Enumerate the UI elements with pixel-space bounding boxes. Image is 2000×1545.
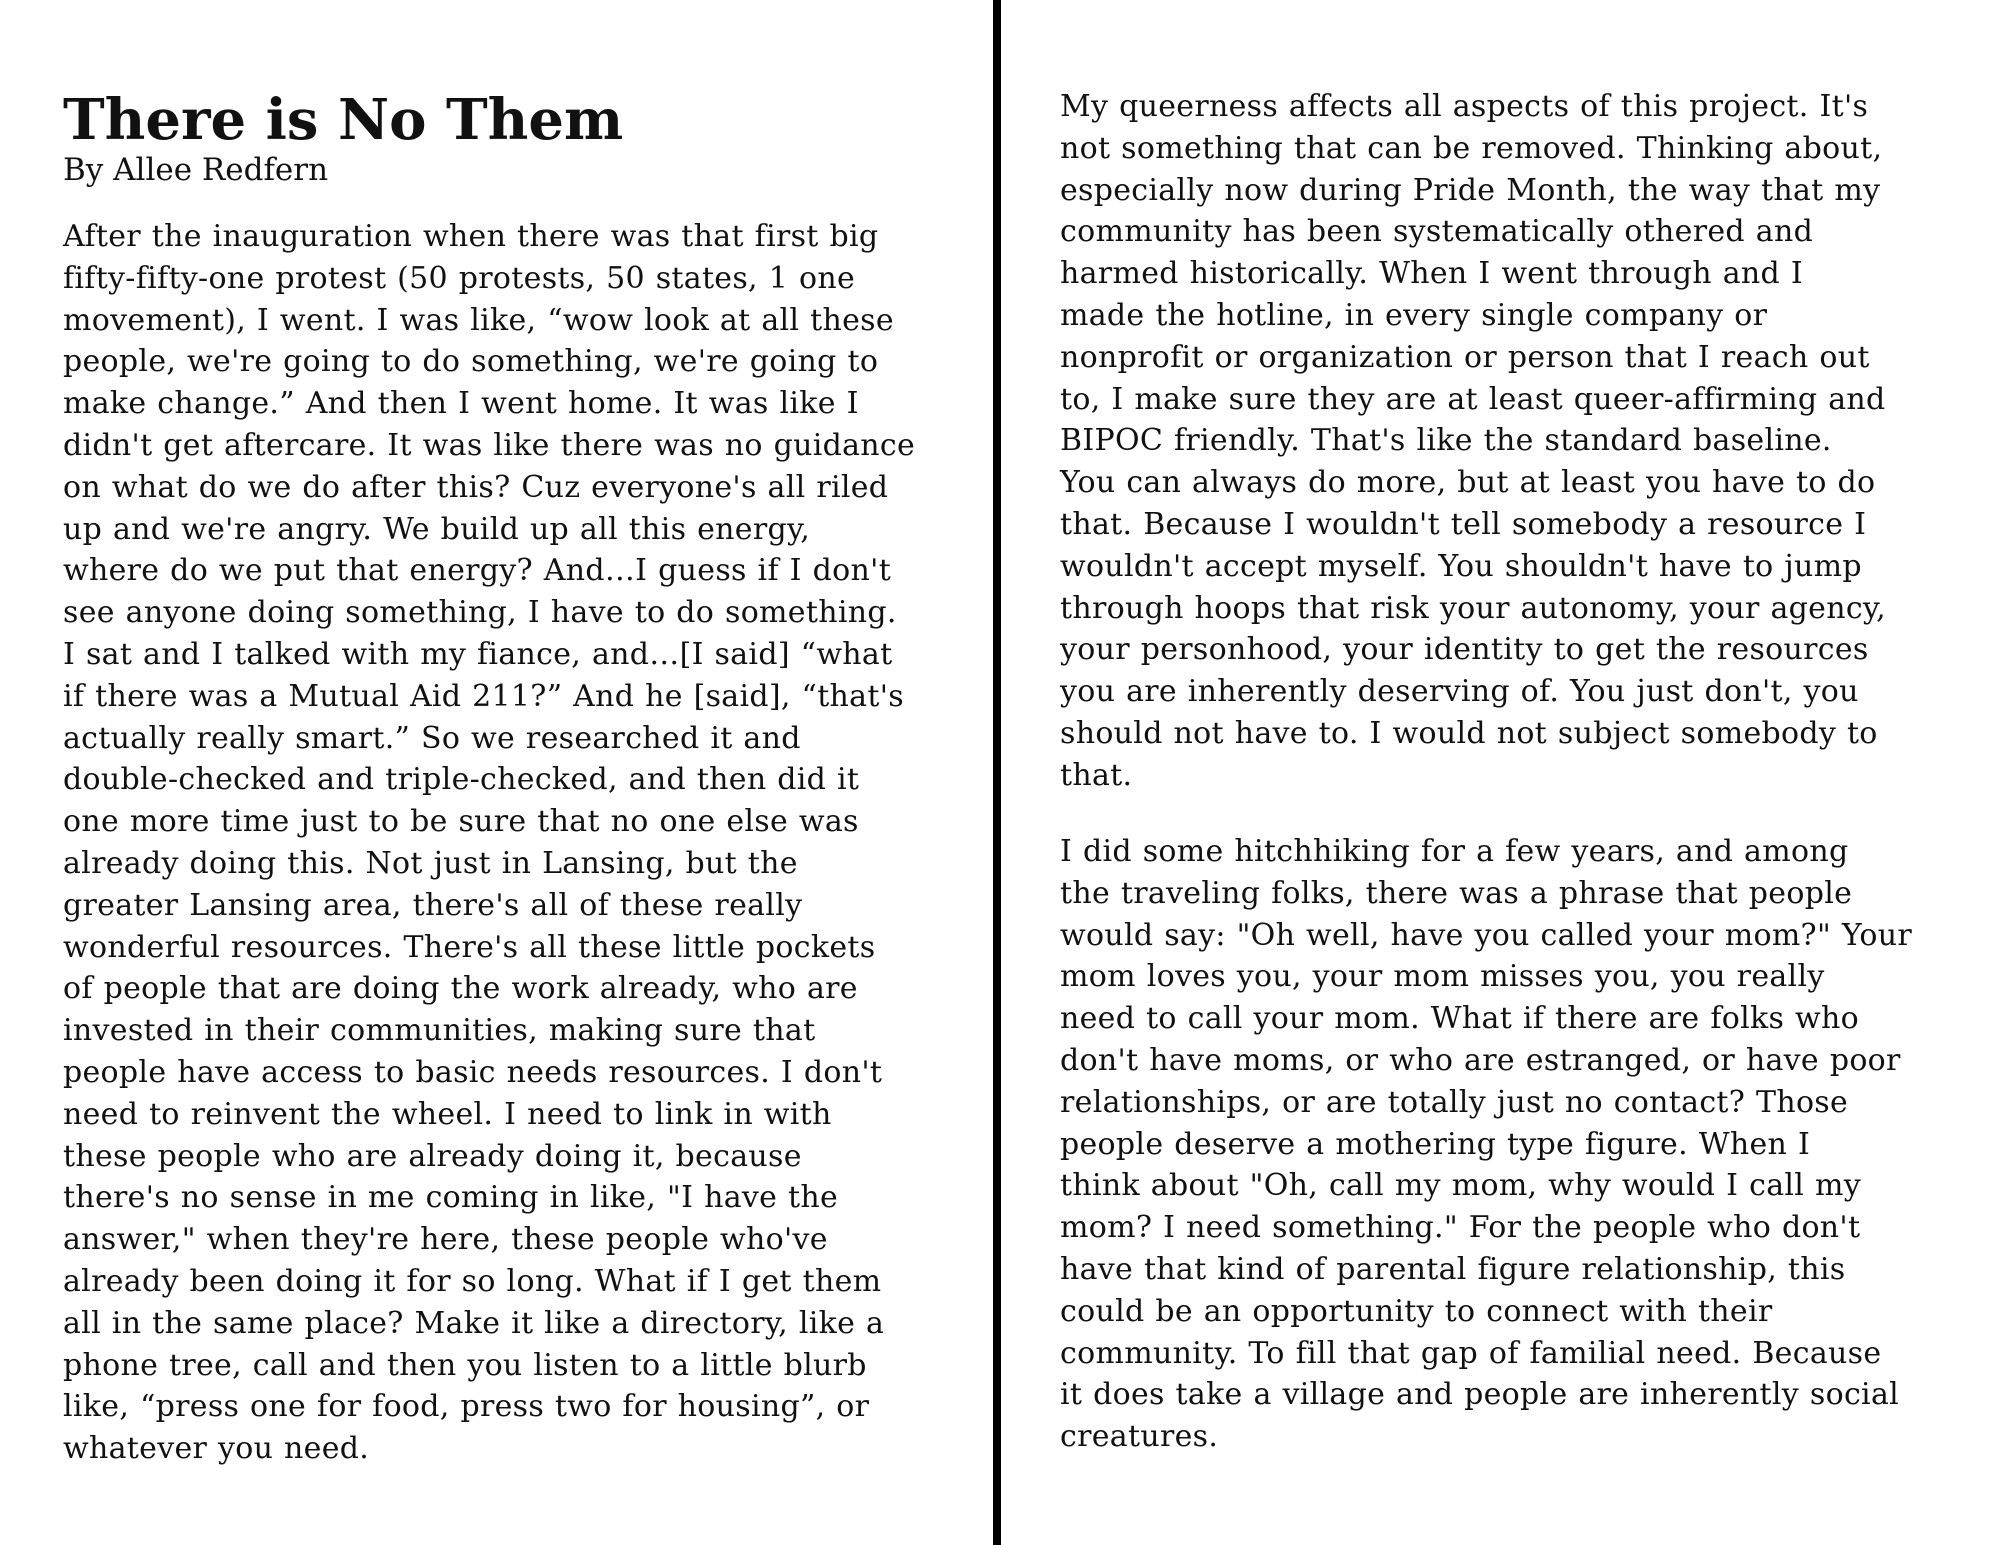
right-paragraph-1: My queerness affects all aspects of this project. It's not something that can be removed. Thinking about, especially now during Pride Month, the way that my community has been systematically othered and harmed historically. When I went through and I made the hotline, in every single company or nonprofit or organization or person that I reach out to, I make sure they are at least queer-affirming and BIPOC friendly. That's like the standard baseline. You can always do more, but at least you have to do that. Because I wouldn't tell somebody a resource I wouldn't accept myself. You shouldn't have to jump through hoops that risk your autonomy, your agency, your personhood, your identity to get the resources you are inherently deserving of. You just don't, you should not have to. I would not subject somebody to that. bbox=[1060, 89, 1887, 793]
right-paragraph-2: I did some hitchhiking for a few years, and among the traveling folks, there was a phrase that people would say: "Oh well, have you called your mom?" Your mom loves you, your mom misses you, you really need to call your mom. What if there are folks who don't have moms, or who are estranged, or have poor relationships, or are totally just no contact? Those people deserve a mothering type figure. When I think about "Oh, call my mom, why would I call my mom? I need something." For the people who don't have that kind of parental figure relationship, this could be an opportunity to connect with their community. To fill that gap of familial need. Because it does take a village and people are inherently social creatures. bbox=[1060, 834, 1913, 1455]
article-byline: By Allee Redfern bbox=[63, 152, 329, 188]
left-body-paragraph: After the inauguration when there was that first big fifty-fifty-one protest (50 protests, 50 states, 1 one movement), I went. I was like, “wow look at all these people, we're going to do something, we're going to make change.” And then I went home. It was like I didn't get aftercare. It was like there was no guidance on what do we do after this? Cuz everyone's all riled up and we're angry. We build up all this energy, where do we put that energy? And…I guess if I don't see anyone doing something, I have to do something. I sat and I talked with my fiance, and…[I said] “what if there was a Mutual Aid 211?” And he [said], “that's actually really smart.” So we researched it and double-checked and triple-checked, and then did it one more time just to be sure that no one else was already doing this. Not just in Lansing, but the greater Lansing area, there's all of these really wonderful resources. There's all these little pockets of people that are doing the work already, who are invested in their communities, making sure that people have access to basic needs resources. I don't need to reinvent the wheel. I need to link in with these people who are already doing it, because there's no sense in me coming in like, "I have the answer," when they're here, these people who've already been doing it for so long. What if I get them all in the same place? Make it like a directory, like a phone tree, call and then you listen to a little blurb like, “press one for food, press two for housing”, or whatever you need. bbox=[63, 219, 916, 1467]
column-divider bbox=[993, 0, 1001, 1545]
article-title: There is No Them bbox=[63, 87, 624, 153]
